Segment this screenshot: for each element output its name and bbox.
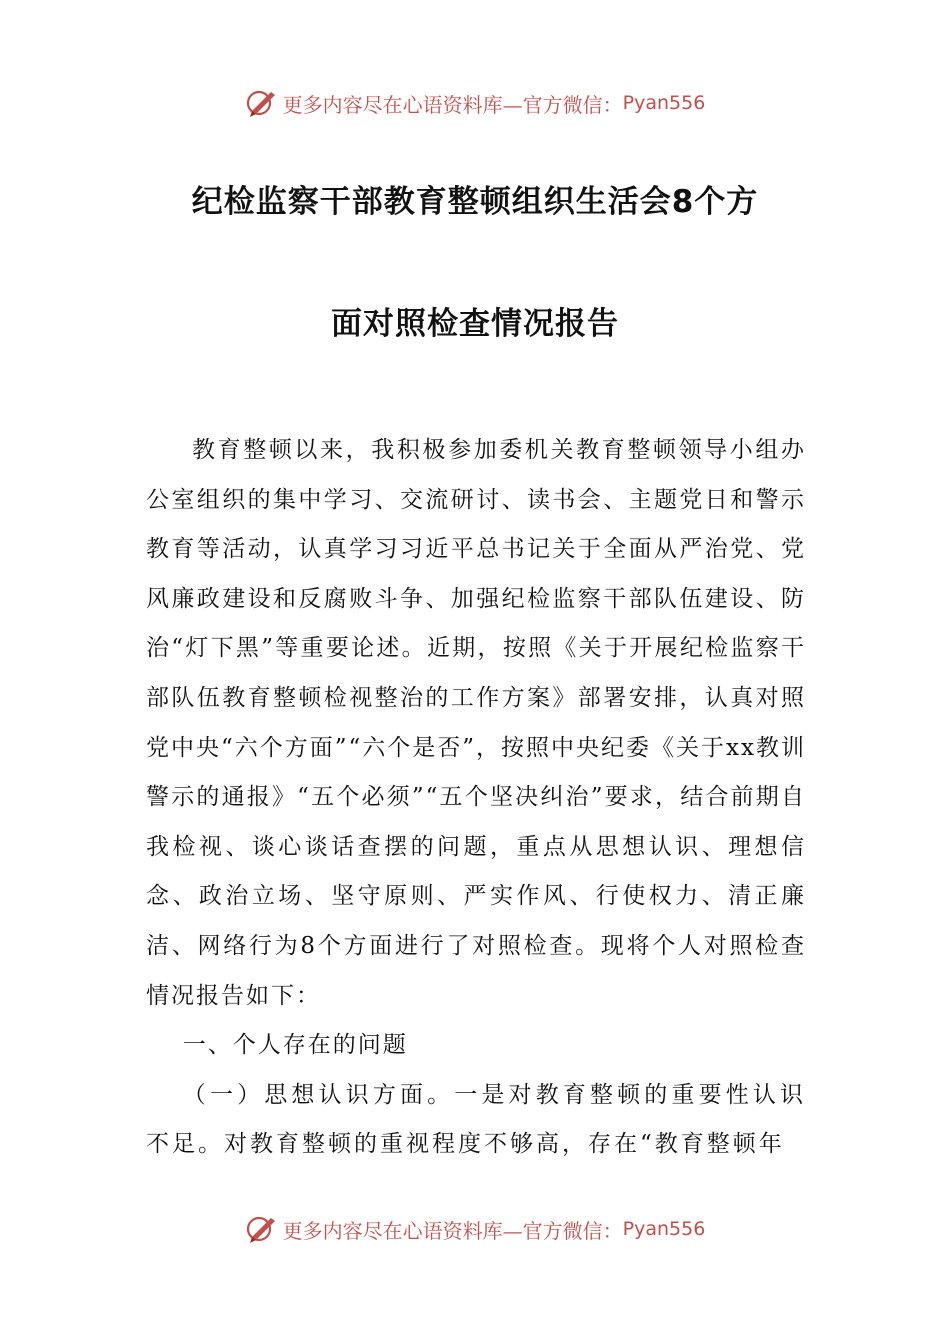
pen-logo-icon [245,1212,279,1246]
watermark-text: 更多内容尽在心语资料库—官方微信： [282,92,623,117]
document-body [146,426,806,1170]
intro-paragraph: 教育整顿以来，我积极参加委机关教育整顿领导小组办公室组织的集中学习、交流研讨、读书会、主题党日和警示教育等活动，认真学习习近平总书记关于全面从严治党、党风廉政建设和反腐败斗争、加强纪检监察干部队伍建设、防治“灯下黑”等重要论述。近期，按照《关于开展纪检监察干部队伍教育整顿检视整治的工作方案》部署安排，认真对照党中央“六个方面”“六个是否”，按照中央纪委《关于xx教训警示的通报》“五个必须”“五个坚决纠治”要求，结合前期自我检视、谈心谈话查摆的问题，重点从思想认识、理想信念、政治立场、坚守原则、严实作风、行使权力、清正廉洁、网络行为8个方面进行了对照检查。现将个人对照检查情况报告如下： [146,437,806,1009]
footer-watermark [0,1212,950,1246]
header-watermark [0,86,950,120]
document-title-line-2: 面对照检查情况报告 [331,306,619,342]
pen-logo-icon [245,86,279,120]
watermark-text: 更多内容尽在心语资料库—官方微信： [282,1218,623,1243]
watermark-id: Pyan556 [622,1218,706,1240]
section-heading: 一、个人存在的问题 [182,1032,408,1059]
subsection-paragraph: （一）思想认识方面。一是对教育整顿的重要性认识不足。对教育整顿的重视程度不够高，存在“教育整顿年 [146,1081,806,1158]
document-title-line-1: 纪检监察干部教育整顿组织生活会8个方 [191,184,759,220]
watermark-id: Pyan556 [622,92,706,114]
